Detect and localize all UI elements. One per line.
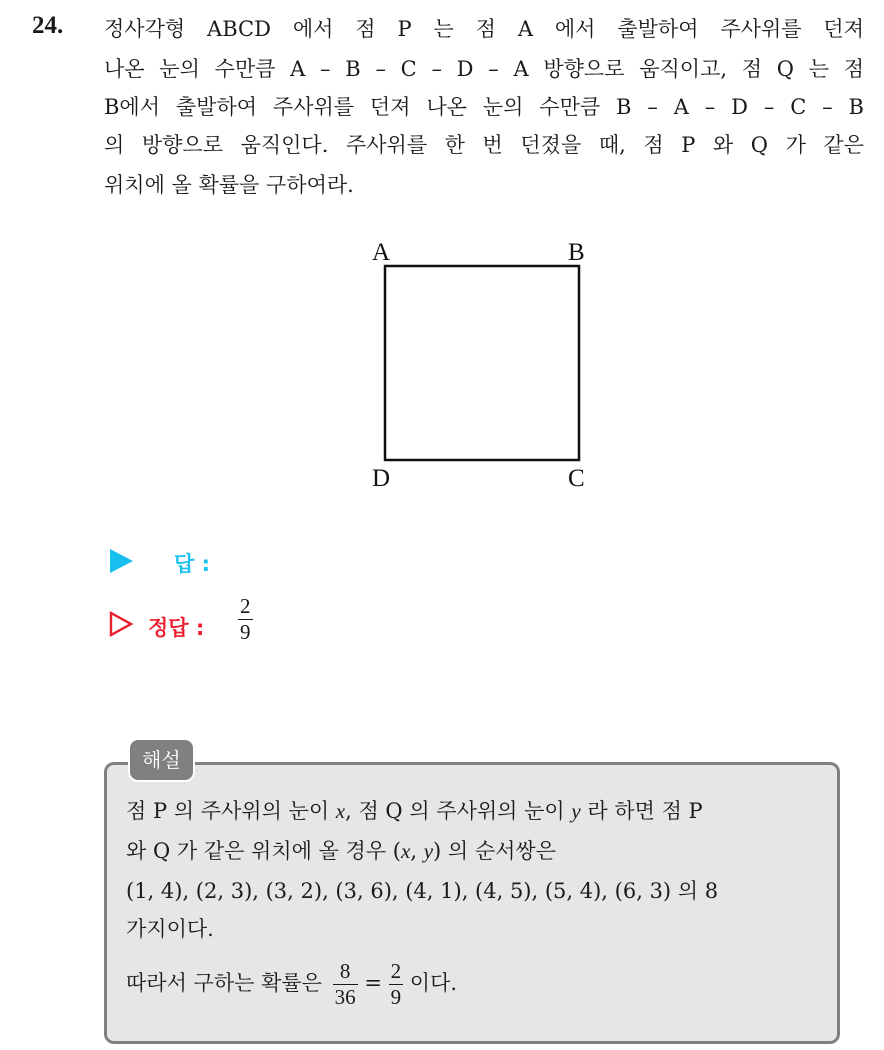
vertex-label-a: A [372,239,391,266]
outline-triangle-icon [108,610,134,638]
vertex-label-b: B [568,239,585,266]
answer-row [108,548,210,576]
variable-y: y [571,799,581,823]
correct-answer-row [108,594,251,644]
equals-sign: = [364,971,382,995]
solution-line: 가지이다. [126,917,214,941]
correct-answer-label: 정답 : [148,616,205,640]
conclusion-prefix: 따라서 구하는 확률은 [126,971,322,995]
answer-label: 답 : [174,552,210,576]
conclusion-suffix: 이다. [409,971,458,995]
solution-line: 점 P 의 주사위의 눈이 x, 점 Q 의 주사위의 눈이 y 라 하면 점 P [126,799,703,823]
question-line: 의 방향으로 움직인다. 주사위를 한 번 던졌을 때, 점 P 와 Q 가 같은 [104,133,864,157]
question-number: 24. [32,12,64,39]
variable-x: x [401,839,411,863]
square-figure [360,230,620,500]
fraction-denominator: 9 [240,620,251,644]
question-line: 나온 눈의 수만큼 A – B – C – D – A 방향으로 움직이고, 점 Q 는 점 [104,57,864,81]
fraction-8-36 [333,961,358,1008]
fraction-numerator: 2 [240,594,251,618]
question-line: 정사각형 ABCD 에서 점 P 는 점 A 에서 출발하여 주사위를 던져 [104,17,864,41]
solution-line: (1, 4), (2, 3), (3, 2), (3, 6), (4, 1), (4, 5), (5, 4), (6, 3) 의 8 [126,879,719,903]
variable-x: x [335,799,346,823]
vertex-label-c: C [568,465,585,492]
vertex-label-d: D [372,465,391,492]
correct-answer-fraction [238,596,253,643]
fraction-numerator: 8 [339,959,351,983]
question-line: 위치에 올 확률을 구하여라. [104,173,354,197]
solution-conclusion [126,952,822,1014]
fraction-2-9 [389,961,404,1008]
solution-tag: 해설 [128,738,195,782]
filled-triangle-icon [108,548,134,574]
solution-line: 와 Q 가 같은 위치에 올 경우 (x, y) 의 순서쌍은 [126,839,556,863]
variable-y: y [423,839,434,863]
square-abcd [385,266,579,460]
question-line: B에서 출발하여 주사위를 던져 나온 눈의 수만큼 B – A – D – C – B [104,95,864,119]
fraction-denominator: 36 [334,985,356,1009]
fraction-numerator: 2 [390,959,402,983]
fraction-denominator: 9 [390,985,402,1009]
